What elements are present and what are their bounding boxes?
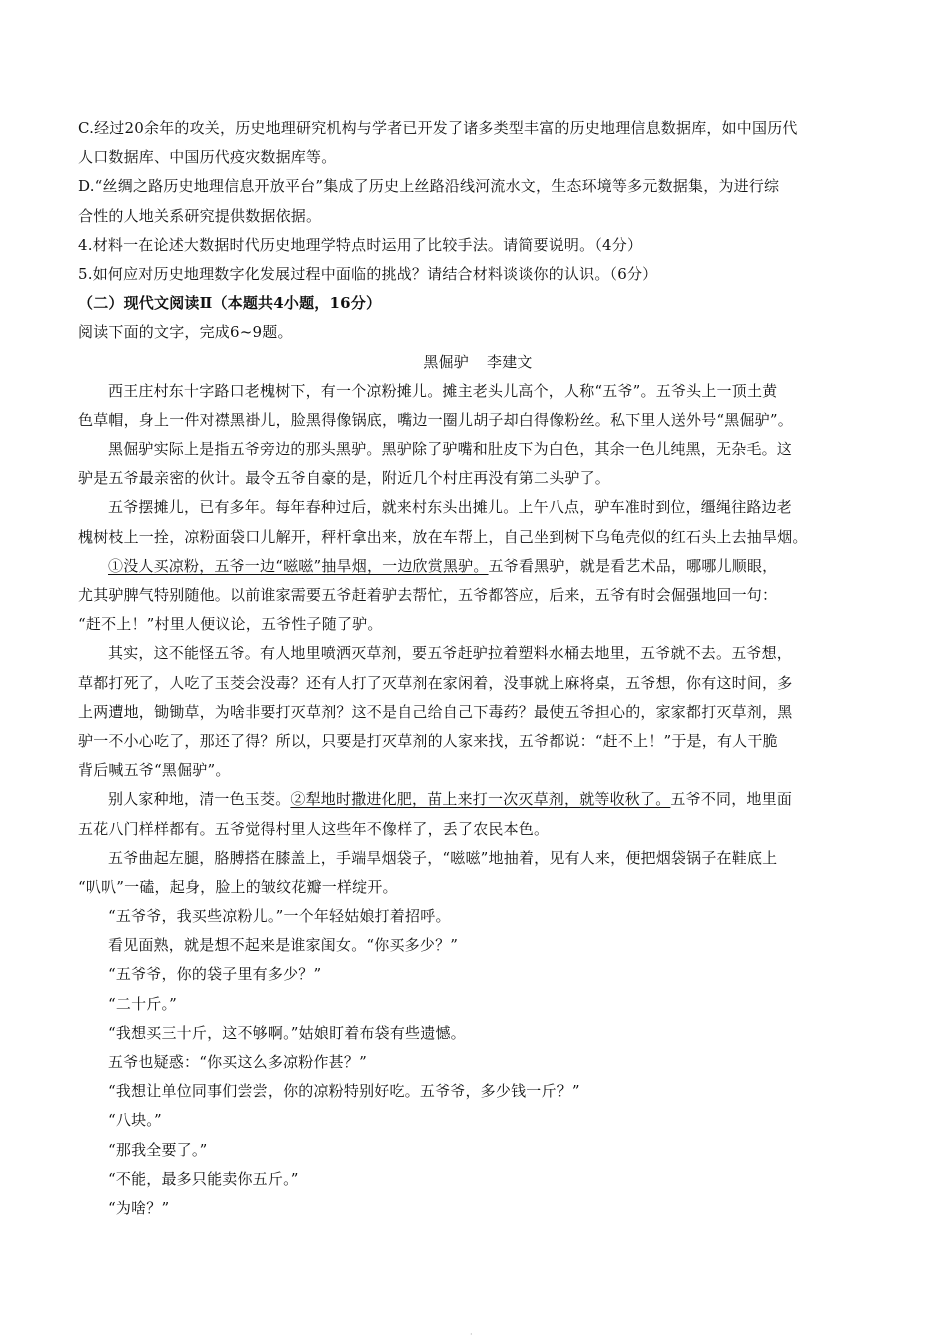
paragraph-line: 尤其驴脾气特别随他。以前谁家需要五爷赶着驴去帮忙，五爷都答应，后来，五爷有时会倔强地回一句： — [78, 586, 778, 604]
story-title: 黑倔驴 — [423, 352, 469, 371]
text-line: 人口数据库、中国历代疫灾数据库等。 — [78, 148, 337, 167]
paragraph-line: 黑倔驴实际上是指五爷旁边的那头黑驴。黑驴除了驴嘴和肚皮下为白色，其余一色儿纯黑，无杂毛。这 — [108, 440, 793, 459]
text-line: 合性的人地关系研究提供数据依据。 — [78, 206, 322, 225]
text-span: 别人家种地，清一色玉茭。 — [108, 790, 291, 809]
paragraph-line: 五花八门样样都有。五爷觉得村里人这些年不像样了，丢了农民本色。 — [78, 819, 550, 838]
document-page — [78, 114, 878, 1223]
paragraph-line — [78, 785, 878, 814]
paragraph-line: 驴一不小心吃了，那还了得？所以，只要是打灭草剂的人家来找，五爷都说：“赶不上！”于是，有人干脆 — [78, 731, 778, 750]
paragraph-line: 色草帽，身上一件对襟黑褂儿，脸黑得像锅底，嘴边一圈儿胡子却白得像粉丝。私下里人送外号“黑倔驴”。 — [78, 410, 793, 429]
paragraph-line: 其实，这不能怪五爷。有人地里喷洒灭草剂，要五爷赶驴拉着塑料水桶去地里，五爷就不去。五爷想， — [108, 644, 793, 663]
paragraph-line: 上两遭地，锄锄草，为啥非要打灭草剂？这不是自己给自己下毒药？最使五爷担心的，家家都打灭草剂，黑 — [78, 702, 793, 721]
dialogue-line: “不能，最多只能卖你五斤。” — [108, 1169, 299, 1188]
instruction-line: 阅读下面的文字，完成6~9题。 — [78, 323, 293, 342]
text-span: 五爷不同，地里面 — [670, 790, 793, 809]
dialogue-line: “我想买三十斤，这不够啊。”姑娘盯着布袋有些遗憾。 — [108, 1023, 466, 1042]
dialogue-line: 五爷也疑惑：“你买这么多凉粉作甚？” — [108, 1053, 367, 1071]
question-4: 4.材料一在论述大数据时代历史地理学特点时运用了比较手法。请简要说明。（4分） — [78, 235, 643, 254]
dialogue-line: “二十斤。” — [108, 994, 178, 1013]
paragraph-line: 西王庄村东十字路口老槐树下，有一个凉粉摊儿。摊主老头儿高个，人称“五爷”。五爷头上一顶土黄 — [108, 381, 778, 400]
text-line: C.经过20余年的攻关，历史地理研究机构与学者已开发了诸多类型丰富的历史地理信息数据库，如中国历代 — [78, 119, 798, 137]
paragraph-line: 驴是五爷最亲密的伙计。最令五爷自豪的是，附近几个村庄再没有第二头驴了。 — [78, 469, 611, 488]
paragraph-line: “叭叭”一磕，起身，脸上的皱纹花瓣一样绽开。 — [78, 877, 398, 896]
story-title-line — [78, 348, 878, 377]
dialogue-line: “五爷爷，你的袋子里有多少？” — [108, 965, 322, 984]
text-line: D.“丝绸之路历史地理信息开放平台”集成了历史上丝路沿线河流水文，生态环境等多元数据集，为进行综 — [78, 177, 780, 196]
dialogue-line: “八块。” — [108, 1111, 162, 1130]
paragraph-line: 草都打死了，人吃了玉茭会没毒？还有人打了灭草剂在家闲着，没事就上麻将桌，五爷想，你有这时间，多 — [78, 673, 793, 692]
dialogue-line: “我想让单位同事们尝尝，你的凉粉特别好吃。五爷爷，多少钱一斤？” — [108, 1082, 580, 1101]
question-5: 5.如何应对历史地理数字化发展过程中面临的挑战？请结合材料谈谈你的认识。（6分） — [78, 264, 658, 283]
dialogue-line: 看见面熟，就是想不起来是谁家闺女。“你买多少？” — [108, 936, 459, 955]
underlined-sentence-1: ①没人买凉粉，五爷一边“嗞嗞”抽旱烟，一边欣赏黑驴。 — [108, 556, 489, 575]
paragraph-line: 五爷摆摊儿，已有多年。每年春种过后，就来村东头出摊儿。上午八点，驴车准时到位，缰绳往路边老 — [108, 498, 793, 517]
paragraph-line: 五爷曲起左腿，胳膊搭在膝盖上，手端旱烟袋子，“嗞嗞”地抽着，见有人来，便把烟袋锅子在鞋底上 — [108, 848, 778, 867]
underlined-sentence-2: ②犁地时撒进化肥，苗上来打一次灭草剂，就等收秋了。 — [290, 790, 671, 809]
dialogue-line: “那我全要了。” — [108, 1140, 208, 1159]
text-span: 五爷看黑驴，就是看艺术品，哪哪儿顺眼， — [488, 556, 778, 575]
footer-dot: · — [470, 1330, 473, 1339]
paragraph-line: 背后喊五爷“黑倔驴”。 — [78, 761, 231, 780]
dialogue-line: “五爷爷，我买些凉粉儿。”一个年轻姑娘打着招呼。 — [108, 907, 451, 926]
paragraph-line: 槐树枝上一拴，凉粉面袋口儿解开，秤杆拿出来，放在车帮上，自己坐到树下乌龟壳似的红石头上去抽旱烟。 — [78, 527, 808, 546]
story-author: 李建文 — [487, 352, 533, 371]
paragraph-line: “赶不上！”村里人便议论，五爷性子随了驴。 — [78, 615, 383, 634]
section-heading: （二）现代文阅读Ⅱ（本题共4小题，16分） — [78, 294, 382, 313]
paragraph-line — [78, 552, 878, 581]
dialogue-line: “为啥？” — [108, 1198, 170, 1217]
